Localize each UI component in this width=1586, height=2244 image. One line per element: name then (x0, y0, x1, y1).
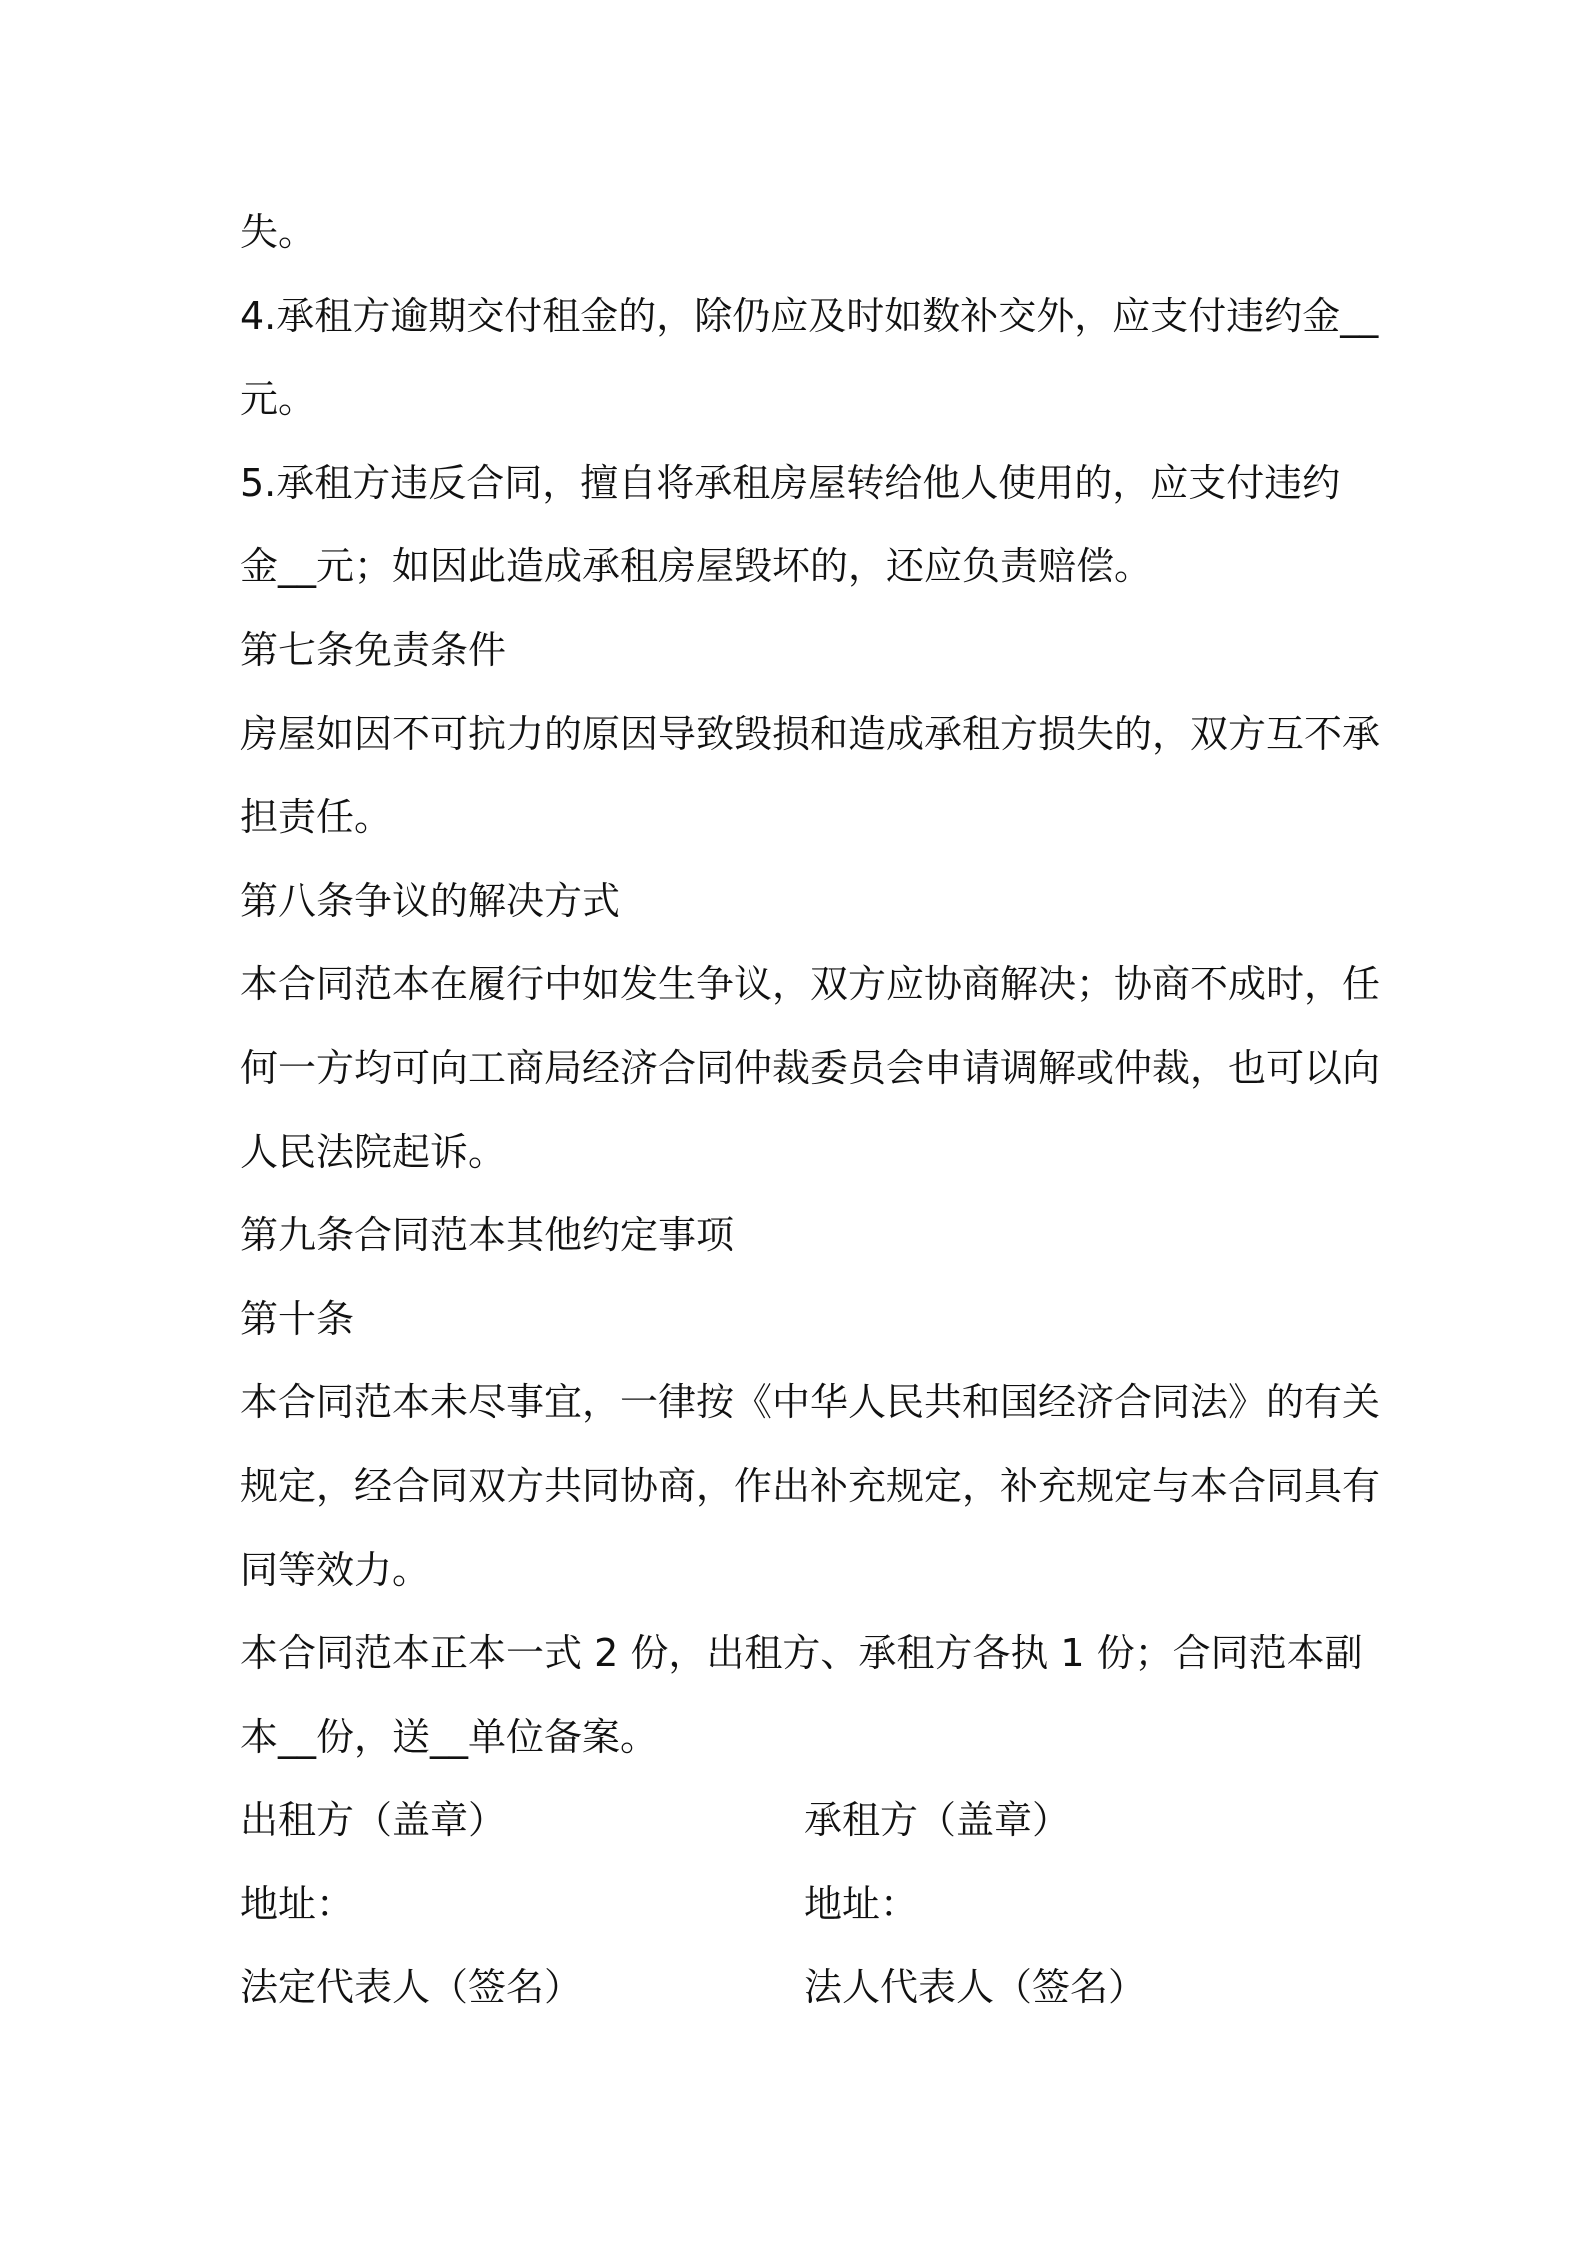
text-line: 规定，经合同双方共同协商，作出补充规定，补充规定与本合同具有 (240, 1463, 1381, 1508)
text-line: 4.承租方逾期交付租金的，除仍应及时如数补交外，应支付违约金__ (240, 293, 1379, 338)
text-line: 房屋如因不可抗力的原因导致毁损和造成承租方损失的，双方互不承 (240, 711, 1381, 756)
section-heading-10: 第十条 (240, 1296, 355, 1341)
signature-row-representative (240, 1946, 1360, 2030)
text-line: 本合同范本正本一式 2 份，出租方、承租方各执 1 份；合同范本副 (240, 1631, 1363, 1676)
text-line: 同等效力。 (240, 1547, 431, 1592)
lessee-rep-label: 法人代表人（签名） (804, 1965, 1147, 2010)
lessor-seal-label: 出租方（盖章） (240, 1798, 507, 1843)
section-heading-7: 第七条免责条件 (240, 627, 507, 672)
text-line: 本合同范本在履行中如发生争议，双方应协商解决；协商不成时，任 (240, 962, 1381, 1007)
section-heading-9: 第九条合同范本其他约定事项 (240, 1213, 735, 1258)
section-heading-8: 第八条争议的解决方式 (240, 878, 621, 923)
text-line: 本合同范本未尽事宜，一律按《中华人民共和国经济合同法》的有关 (240, 1380, 1381, 1425)
lessee-seal-label: 承租方（盖章） (804, 1798, 1071, 1843)
text-line: 担责任。 (240, 795, 393, 840)
lessor-address-label: 地址： (240, 1881, 355, 1926)
text-line: 元。 (240, 377, 317, 422)
text-line: 金__元；如因此造成承租房屋毁坏的，还应负责赔偿。 (240, 544, 1153, 589)
signature-row-address (240, 1863, 1360, 1947)
lessor-rep-label: 法定代表人（签名） (240, 1965, 583, 2010)
text-line: 本__份，送__单位备案。 (240, 1714, 659, 1759)
text-line: 何一方均可向工商局经济合同仲裁委员会申请调解或仲裁，也可以向 (240, 1045, 1381, 1090)
lessee-address-label: 地址： (804, 1881, 919, 1926)
text-line: 人民法院起诉。 (240, 1129, 507, 1174)
document-body (240, 191, 1381, 2030)
text-line: 5.承租方违反合同，擅自将承租房屋转给他人使用的，应支付违约 (240, 460, 1341, 505)
text-line: 失。 (240, 210, 317, 254)
signature-row-seal (240, 1779, 1360, 1863)
